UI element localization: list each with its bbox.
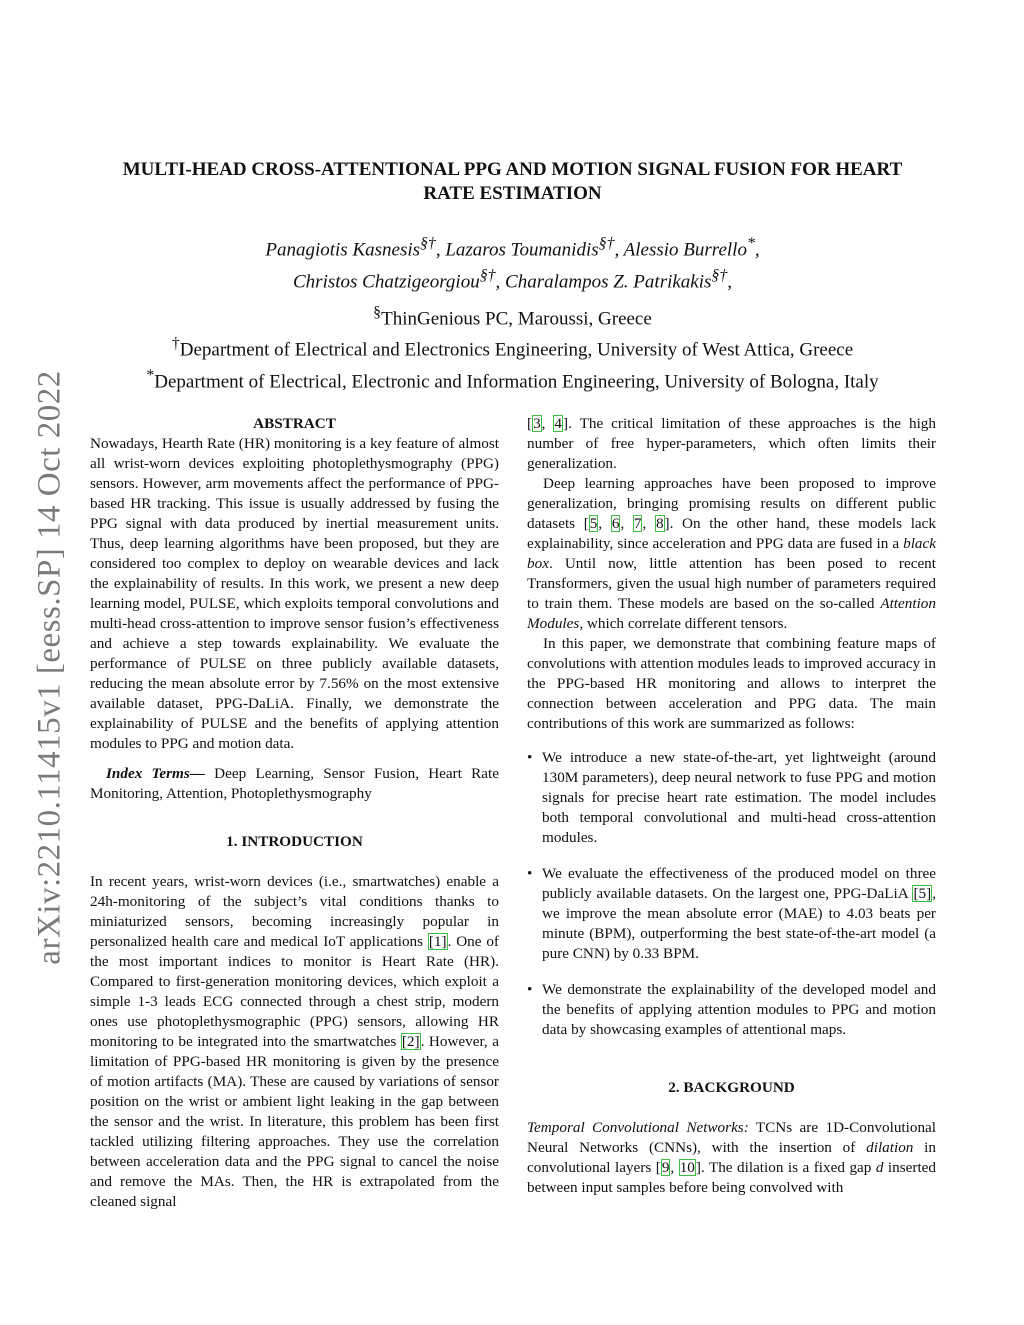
author-affil-mark: §† xyxy=(598,235,615,252)
abstract-text: Nowadays, Hearth Rate (HR) monitoring is a key feature of almost all wrist-worn devices exploiting photoplethysmography (PPG) sensors. However, arm movements affect the performance of PPG-based HR tracking. This issue is usually addressed by fusing the PPG signal with data produced by inertial measurement units. Thus, deep learning algorithms have been proposed, but they are considered too complex to deploy on wearable devices and lack the explainability of results. In this work, we present a new deep learning model, PULSE, which exploits temporal convolutions and multi-head cross-attention to improve sensor fusion’s effectiveness and achieve a step towards explainability. We evaluate the performance of PULSE on three publicly available datasets, reducing the mean absolute error by 7.56% on the most extensive available dataset, PPG-DaLiA. Finally, we demonstrate the explainability of PULSE and the benefits of applying attention modules to PPG and motion data. xyxy=(90,435,499,752)
text-run: . One of the most important indices to monitor is Heart Rate (HR). Compared to first-generation monitoring devices, which exploit a simple 1-3 leads ECG connected through a chest strip, modern ones use photoplethysmographic (PPG) sensors, allowing HR monitoring to be integrated into the smartwatches xyxy=(90,933,499,1050)
author-list xyxy=(90,231,935,296)
affiliation-mark: † xyxy=(171,335,180,353)
author-separator: , xyxy=(435,239,446,261)
author-separator: , xyxy=(727,271,732,293)
contribution-text: We demonstrate the explainability of the developed model and the benefits of applying attention modules to PPG and motion data by showcasing examples of attentional maps. xyxy=(542,981,936,1038)
math-variable: d xyxy=(875,1159,884,1176)
arxiv-identifier-text: arXiv:2210.11415v1 [eess.SP] 14 Oct 2022 xyxy=(31,370,68,965)
index-terms-label: Index Terms— xyxy=(106,765,205,782)
author-separator: , xyxy=(754,239,760,261)
author-affil-mark: §† xyxy=(420,235,436,252)
text-run: inserted between input samples before being convolved with xyxy=(527,1159,937,1196)
separator: , xyxy=(642,515,655,532)
separator: , xyxy=(620,515,633,532)
contribution-item xyxy=(527,980,936,1040)
text-run: . However, a limitation of PPG-based HR monitoring is given by the presence of motion artifacts (MA). These are caused by variations of sensor position on the wrist or ambient light leaking in the gap between the sensor and the wrist. In literature, this problem has been first tackled utilizing filtering approaches. They use the correlation between acceleration data and the PPG signal to cancel the noise and remove the MAs. Then, the HR is extrapolated from the cleaned signal xyxy=(90,1033,499,1210)
left-column xyxy=(90,414,499,1212)
bullet-icon: • xyxy=(527,981,533,998)
author-name: Charalampos Z. Patrikakis xyxy=(505,271,712,293)
text-run: . The critical limitation of these approaches is the high number of free hyper-parameters, which often limits their generalization. xyxy=(527,415,936,472)
citation-link[interactable]: 5 xyxy=(589,515,598,532)
citation-link[interactable]: [2] xyxy=(401,1033,420,1050)
contribution-text: We evaluate the effectiveness of the produced model on three publicly available datasets. On the largest one, PPG-DaLiA xyxy=(542,865,936,902)
background-heading: 2. BACKGROUND xyxy=(668,1079,795,1096)
bracket: ] xyxy=(664,515,670,532)
right-column xyxy=(527,414,936,1198)
index-terms-text: Deep Learning, Sensor Fusion, Heart Rate Monitoring, Attention, Photoplethysmography xyxy=(90,765,499,802)
text-run: TCNs are 1D-Convolutional Neural Networks (CNNs), with the insertion of xyxy=(527,1119,936,1156)
affiliation-mark: § xyxy=(373,304,382,321)
contributions-list xyxy=(527,748,936,1040)
text-run: . On the other hand, these models lack explainability, since acceleration and PPG data are fused in a xyxy=(527,515,936,552)
author-line-1 xyxy=(90,231,935,263)
abstract-heading: ABSTRACT xyxy=(253,415,336,432)
citation-link[interactable]: 7 xyxy=(633,515,642,532)
contribution-text: , we improve the mean absolute error (MAE) to 4.03 beats per minute (BPM), outperforming the best state-of-the-art model (a pure CNN) by 0.33 BPM. xyxy=(542,885,936,962)
text-run: , which correlate different tensors. xyxy=(579,615,788,632)
author-line-2 xyxy=(90,263,935,295)
author-separator: , xyxy=(614,239,624,261)
text-run: . Until now, little attention has been posed to recent Transformers, given the usual high number of parameters required to train them. These models are based on the so-called xyxy=(527,555,936,612)
separator: , xyxy=(598,515,611,532)
affiliation-list xyxy=(90,300,935,394)
bracket: ] xyxy=(563,415,569,432)
affiliation xyxy=(90,300,935,331)
paper-title xyxy=(90,158,935,206)
affiliation-text: Department of Electrical, Electronic and Information Engineering, University of Bologna, Italy xyxy=(154,370,879,392)
bullet-icon: • xyxy=(527,865,533,882)
affiliation-text: ThinGenious PC, Maroussi, Greece xyxy=(381,308,652,330)
citation-link[interactable]: 4 xyxy=(554,415,563,432)
affiliation-mark: * xyxy=(146,366,155,384)
bullet-icon: • xyxy=(527,749,533,766)
introduction-heading: 1. INTRODUCTION xyxy=(226,833,363,850)
bracket: [ xyxy=(527,415,533,432)
author-affil-mark: §† xyxy=(711,267,728,285)
author-name: Christos Chatzigeorgiou xyxy=(293,271,480,293)
contribution-text: We introduce a new state-of-the-art, yet lightweight (around 130M parameters), deep neural network to fuse PPG and motion signals for precise heart rate estimation. The model includes both temporal convolutional and multi-head cross-attention modules. xyxy=(542,749,936,846)
affiliation xyxy=(90,363,935,394)
emphasis: dilation xyxy=(866,1139,914,1156)
citation-link[interactable]: 9 xyxy=(661,1159,670,1176)
affiliation-text: Department of Electrical and Electronics Engineering, University of West Attica, Greece xyxy=(179,339,854,361)
citation-link[interactable]: 3 xyxy=(533,415,541,432)
affiliation xyxy=(90,331,935,362)
paragraph-label: Temporal Convolutional Networks: xyxy=(527,1119,749,1136)
contribution-item xyxy=(527,864,936,964)
text-run: In recent years, wrist-worn devices (i.e., smartwatches) enable a 24h-monitoring of the subject’s vital conditions thanks to miniaturized sensors, becoming increasingly popular in personalized health care and medical IoT applications xyxy=(90,873,499,950)
text-run: Deep learning approaches have been proposed to improve generalization, bringing promising results on different public datasets xyxy=(527,475,936,532)
contribution-item xyxy=(527,748,936,848)
index-terms xyxy=(90,764,499,804)
author-affil-mark: §† xyxy=(479,267,496,285)
citation-link[interactable]: 6 xyxy=(611,515,620,532)
intro-paragraph-3: In this paper, we demonstrate that combining feature maps of convolutions with attention modules leads to improved accuracy in the PPG-based HR monitoring and allows to interpret the connection between acceleration and PPG data. The main contributions of this work are summarized as follows: xyxy=(527,635,936,732)
citation-link[interactable]: [1] xyxy=(428,933,447,950)
author-affil-mark: * xyxy=(746,235,755,252)
separator: , xyxy=(670,1159,679,1176)
title-line-1: MULTI-HEAD CROSS-ATTENTIONAL PPG AND MOTION SIGNAL FUSION FOR HEART xyxy=(122,159,903,180)
author-name: Lazaros Toumanidis xyxy=(445,239,599,261)
bracket: ] xyxy=(695,1159,701,1176)
citation-link[interactable]: [5] xyxy=(913,885,932,902)
bracket: [ xyxy=(583,515,589,532)
bracket: [ xyxy=(655,1159,661,1176)
emphasis: Attention Modules xyxy=(527,595,936,632)
author-name: Alessio Burrello xyxy=(623,239,747,261)
citation-link[interactable]: 8 xyxy=(655,515,664,532)
citation-link[interactable]: 10 xyxy=(679,1159,695,1176)
text-run: in convolutional layers xyxy=(527,1139,936,1176)
arxiv-identifier xyxy=(26,355,74,980)
intro-paragraph-1-continued xyxy=(527,414,936,474)
author-separator: , xyxy=(495,271,506,293)
intro-paragraph-2 xyxy=(527,474,936,634)
text-run: . The dilation is a fixed gap xyxy=(700,1159,876,1176)
title-line-2: RATE ESTIMATION xyxy=(423,183,602,204)
intro-paragraph-1 xyxy=(90,872,499,1212)
separator: , xyxy=(541,415,554,432)
background-paragraph xyxy=(527,1118,936,1198)
author-name: Panagiotis Kasnesis xyxy=(265,239,421,261)
emphasis: black box xyxy=(527,535,936,572)
